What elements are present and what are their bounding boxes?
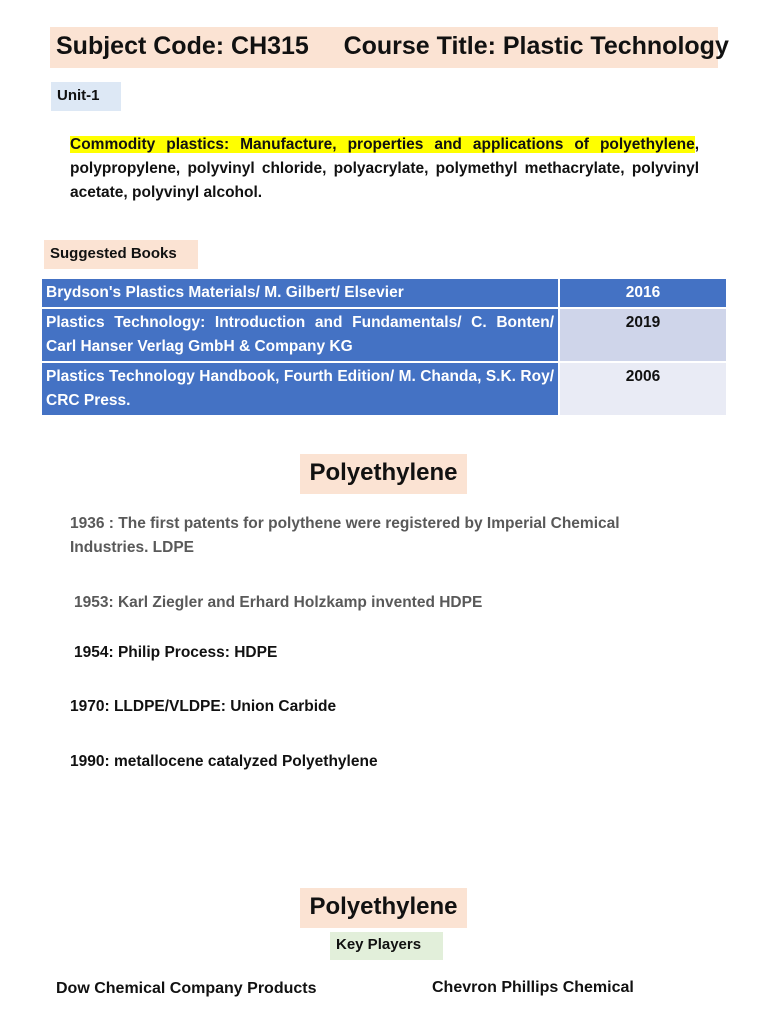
syllabus-text bbox=[70, 133, 699, 205]
table-row bbox=[42, 279, 726, 308]
book-year: 2006 bbox=[559, 362, 726, 416]
table-row bbox=[42, 362, 726, 416]
history-event-1936: 1936 : The first patents for polythene were registered by Imperial Chemical Industries. LDPE bbox=[70, 515, 620, 556]
books-table bbox=[42, 279, 726, 417]
suggested-books-label: Suggested Books bbox=[44, 240, 198, 269]
company-dow: Dow Chemical Company Products bbox=[56, 980, 317, 997]
course-title: Course Title: Plastic Technology bbox=[343, 32, 729, 60]
subject-code: Subject Code: CH315 bbox=[56, 32, 309, 60]
book-title: Brydson's Plastics Materials/ M. Gilbert/ Elsevier bbox=[42, 279, 559, 308]
section-title-players: Polyethylene bbox=[300, 888, 467, 928]
history-event-1970: 1970: LLDPE/VLDPE: Union Carbide bbox=[70, 698, 337, 715]
history-event-1954: 1954: Philip Process: HDPE bbox=[74, 644, 278, 661]
key-players-label: Key Players bbox=[330, 932, 443, 960]
syllabus-rest: , polypropylene, polyvinyl chloride, polyacrylate, polymethyl methacrylate, polyvinyl acetate, polyvinyl alcohol. bbox=[70, 136, 699, 201]
book-title: Plastics Technology Handbook, Fourth Edition/ M. Chanda, S.K. Roy/ CRC Press. bbox=[42, 362, 559, 416]
unit-label: Unit-1 bbox=[51, 82, 121, 111]
history-event-1990: 1990: metallocene catalyzed Polyethylene bbox=[70, 753, 378, 770]
company-chevron-phillips: Chevron Phillips Chemical bbox=[432, 979, 634, 996]
syllabus-highlighted: Commodity plastics: Manufacture, properties and applications of polyethylene bbox=[70, 136, 695, 153]
book-title: Plastics Technology: Introduction and Fundamentals/ C. Bonten/ Carl Hanser Verlag GmbH & Company KG bbox=[42, 308, 559, 362]
book-year: 2019 bbox=[559, 308, 726, 362]
book-year: 2016 bbox=[559, 279, 726, 308]
section-title-history: Polyethylene bbox=[300, 454, 467, 494]
history-event-1953: 1953: Karl Ziegler and Erhard Holzkamp invented HDPE bbox=[74, 594, 483, 611]
table-row bbox=[42, 308, 726, 362]
page-title bbox=[50, 27, 729, 68]
